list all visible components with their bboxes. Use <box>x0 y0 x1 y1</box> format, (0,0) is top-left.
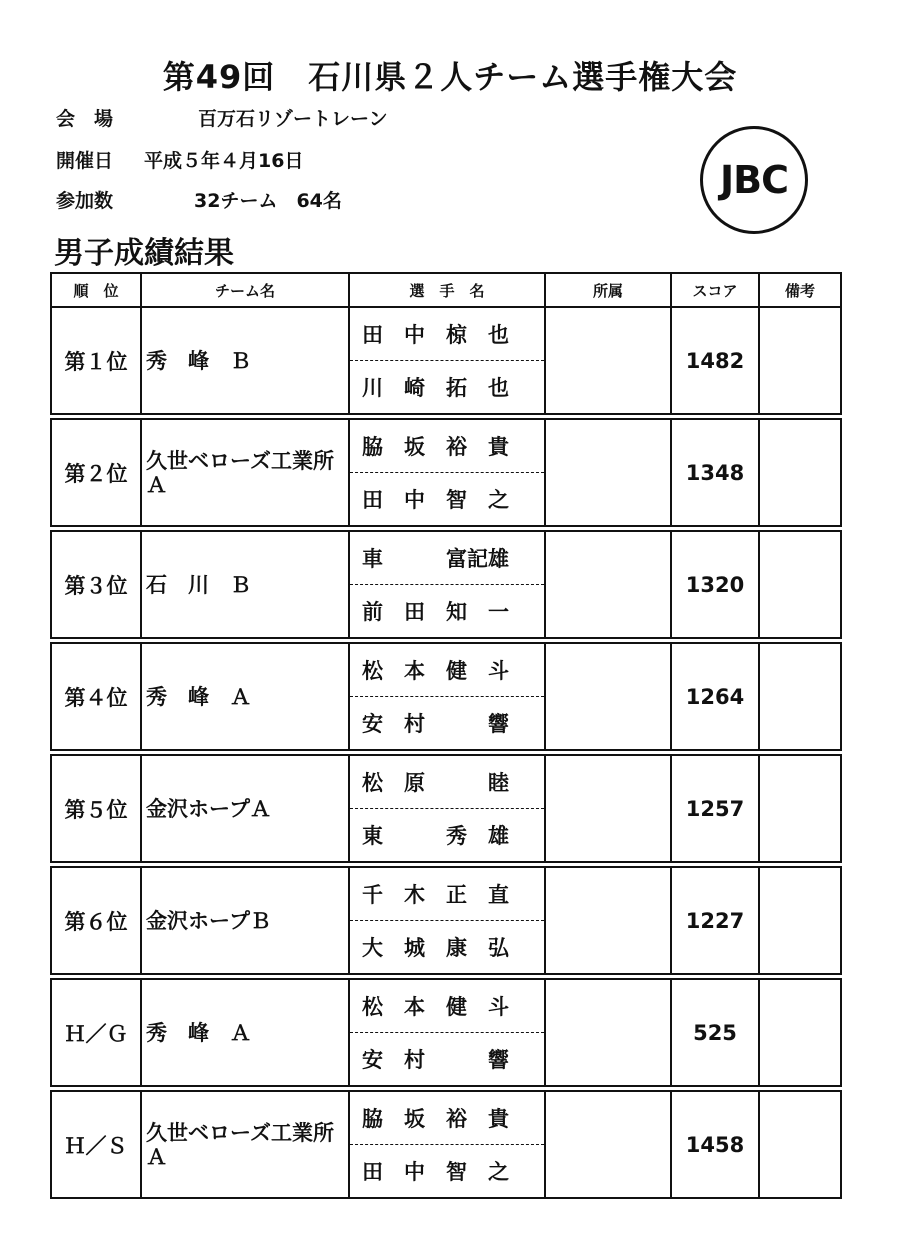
entrants-value: 32チーム 64名 <box>194 190 342 212</box>
venue-value: 百万石リゾートレーン <box>198 108 388 130</box>
header-team: チーム名 <box>141 273 349 307</box>
score-cell: 1458 <box>671 1091 759 1198</box>
header-score: スコア <box>671 273 759 307</box>
entrants-row <box>56 186 342 213</box>
player1-cell: 脇 坂 裕 貴 <box>349 1091 545 1145</box>
rank-cell: 第２位 <box>51 419 141 526</box>
note-cell <box>759 419 841 526</box>
table-row <box>51 643 841 697</box>
rank-cell: Ｈ／Ｓ <box>51 1091 141 1198</box>
rank-cell: 第１位 <box>51 307 141 414</box>
table-row <box>51 755 841 809</box>
venue-label: 会 場 <box>56 108 114 130</box>
venue-row <box>56 104 388 131</box>
score-cell: 1257 <box>671 755 759 862</box>
player1-cell: 松 原 睦 <box>349 755 545 809</box>
table-row <box>51 307 841 361</box>
entrants-label: 参加数 <box>56 190 114 212</box>
affiliation-cell <box>545 531 671 638</box>
affiliation-cell <box>545 979 671 1086</box>
team-cell: 石 川 Ｂ <box>141 531 349 638</box>
team-cell: 秀 峰 Ａ <box>141 643 349 750</box>
affiliation-cell <box>545 307 671 414</box>
player1-cell: 千 木 正 直 <box>349 867 545 921</box>
header-note: 備考 <box>759 273 841 307</box>
player1-cell: 田 中 椋 也 <box>349 307 545 361</box>
note-cell <box>759 307 841 414</box>
player2-cell: 前 田 知 一 <box>349 585 545 639</box>
team-cell: 秀 峰 Ｂ <box>141 307 349 414</box>
team-cell: 久世ベローズ工業所Ａ <box>141 1091 349 1198</box>
date-row <box>56 146 304 173</box>
results-table <box>50 272 842 1199</box>
score-cell: 1227 <box>671 867 759 974</box>
team-cell: 秀 峰 Ａ <box>141 979 349 1086</box>
score-cell: 1482 <box>671 307 759 414</box>
player2-cell: 安 村 響 <box>349 1033 545 1087</box>
note-cell <box>759 867 841 974</box>
date-label: 開催日 <box>56 150 114 172</box>
header-rank: 順 位 <box>51 273 141 307</box>
affiliation-cell <box>545 1091 671 1198</box>
player1-cell: 脇 坂 裕 貴 <box>349 419 545 473</box>
table-row <box>51 979 841 1033</box>
score-cell: 1320 <box>671 531 759 638</box>
jbc-logo: JBC <box>700 126 808 234</box>
rank-cell: 第５位 <box>51 755 141 862</box>
team-cell: 金沢ホープＢ <box>141 867 349 974</box>
player1-cell: 車 富記雄 <box>349 531 545 585</box>
player2-cell: 東 秀 雄 <box>349 809 545 863</box>
player1-cell: 松 本 健 斗 <box>349 979 545 1033</box>
score-cell: 1348 <box>671 419 759 526</box>
team-cell: 金沢ホープＡ <box>141 755 349 862</box>
rank-cell: Ｈ／Ｇ <box>51 979 141 1086</box>
rank-cell: 第６位 <box>51 867 141 974</box>
player2-cell: 田 中 智 之 <box>349 473 545 527</box>
score-cell: 525 <box>671 979 759 1086</box>
note-cell <box>759 643 841 750</box>
header-players: 選 手 名 <box>349 273 545 307</box>
player1-cell: 松 本 健 斗 <box>349 643 545 697</box>
header-affiliation: 所属 <box>545 273 671 307</box>
table-header-row <box>51 273 841 307</box>
table-row <box>51 867 841 921</box>
note-cell <box>759 1091 841 1198</box>
player2-cell: 田 中 智 之 <box>349 1145 545 1199</box>
table-row <box>51 531 841 585</box>
note-cell <box>759 531 841 638</box>
section-title: 男子成績結果 <box>54 236 234 271</box>
table-row <box>51 1091 841 1145</box>
date-value: 平成５年４月16日 <box>144 150 304 172</box>
rank-cell: 第３位 <box>51 531 141 638</box>
score-cell: 1264 <box>671 643 759 750</box>
table-row <box>51 419 841 473</box>
team-cell: 久世ベローズ工業所Ａ <box>141 419 349 526</box>
player2-cell: 川 崎 拓 也 <box>349 361 545 415</box>
affiliation-cell <box>545 867 671 974</box>
affiliation-cell <box>545 755 671 862</box>
affiliation-cell <box>545 419 671 526</box>
rank-cell: 第４位 <box>51 643 141 750</box>
affiliation-cell <box>545 643 671 750</box>
player2-cell: 安 村 響 <box>349 697 545 751</box>
page-title: 第49回 石川県２人チーム選手権大会 <box>162 58 738 96</box>
note-cell <box>759 979 841 1086</box>
player2-cell: 大 城 康 弘 <box>349 921 545 975</box>
note-cell <box>759 755 841 862</box>
